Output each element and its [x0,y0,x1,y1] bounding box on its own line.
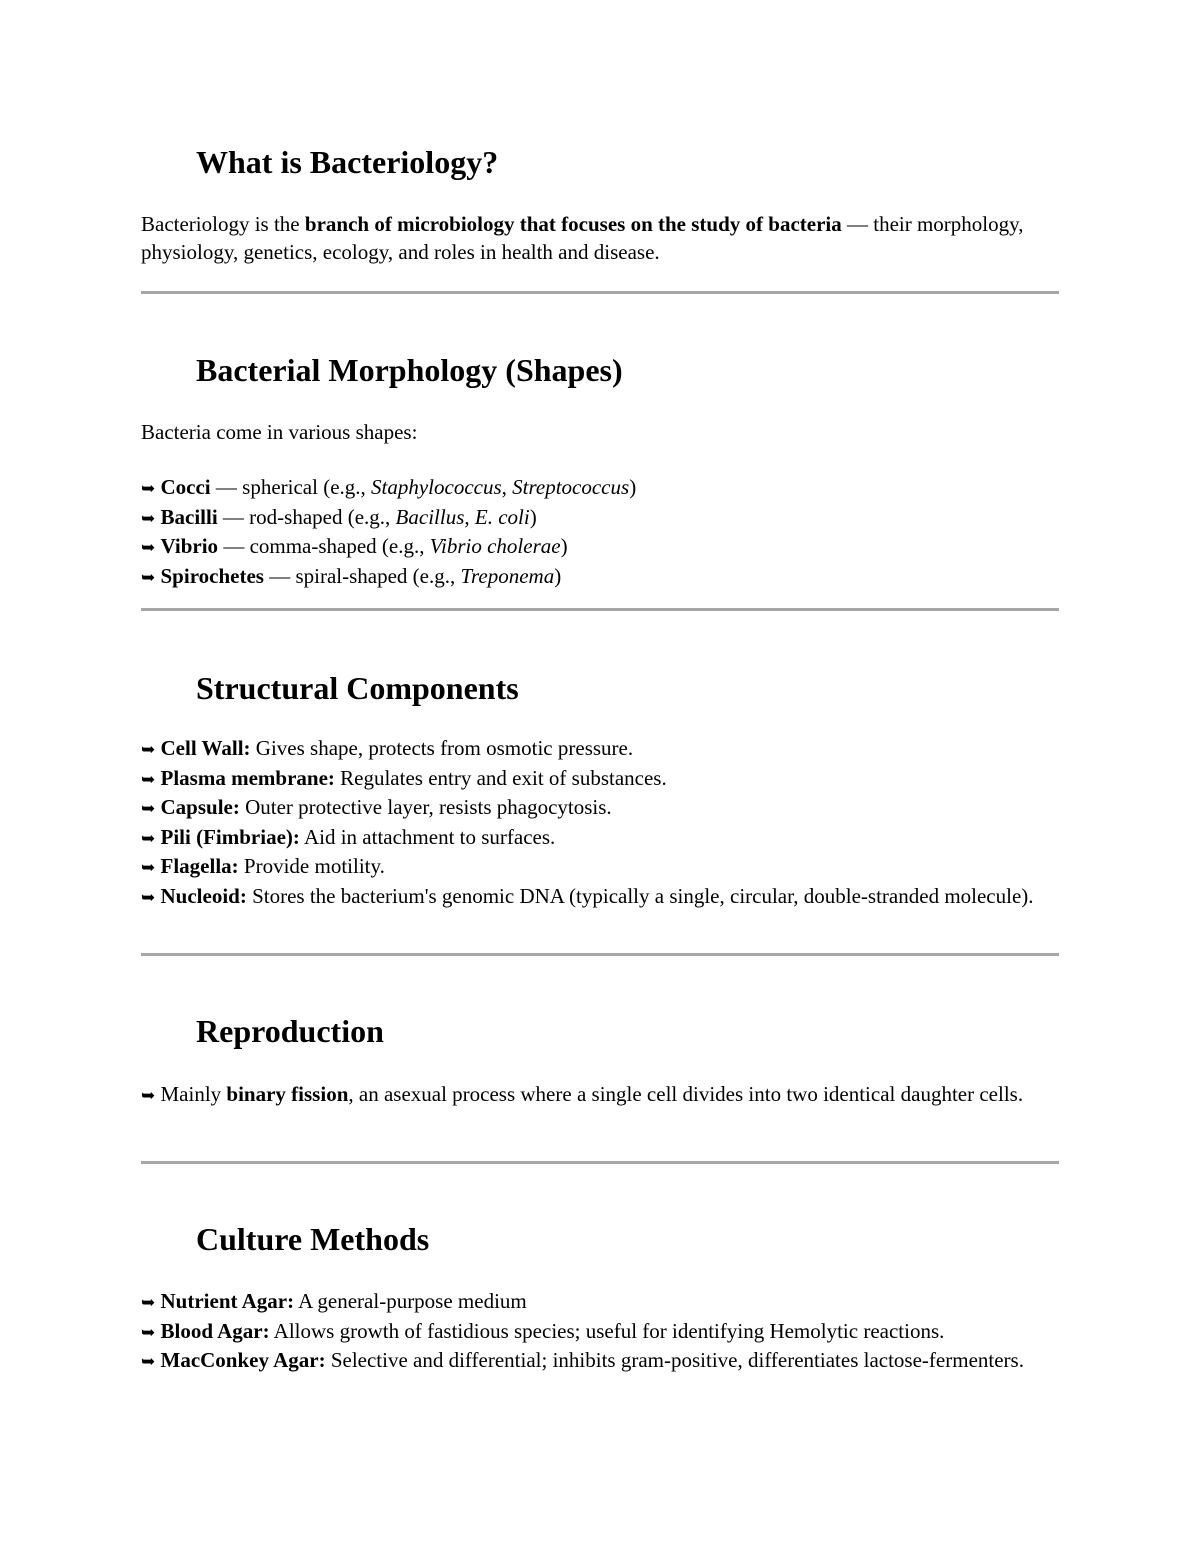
arrow-bullet-icon: ➥ [141,799,156,819]
list-item: ➥ Flagella: Provide motility. [141,854,385,878]
arrow-bullet-icon: ➥ [141,479,156,499]
heading-what-is-bacteriology: What is Bacteriology? [196,144,499,180]
reproduction-paragraph: ➥ Mainly binary fission, an asexual process where a single cell divides into two identical daughter cells. [141,1082,1024,1106]
morphology-list [141,474,1061,592]
section-divider [141,1161,1059,1164]
arrow-bullet-icon: ➥ [141,1322,156,1343]
list-item: ➥ Bacilli — rod-shaped (e.g., Bacillus, E. coli) [141,504,537,529]
section-divider [141,608,1059,611]
arrow-bullet-icon: ➥ [141,1352,156,1372]
heading-culture-methods: Culture Methods [196,1221,430,1257]
section-divider [141,953,1059,956]
intro-paragraph: Bacteriology is the branch of microbiology that focuses on the study of bacteria — their morphology, physiology, genetics, ecology, and roles in health and disease. [141,212,1024,264]
list-item: ➥ Spirochetes — spiral-shaped (e.g., Treponema) [141,563,562,588]
arrow-bullet-icon: ➥ [141,1086,156,1106]
structural-list [141,735,1061,912]
section-divider [141,291,1059,294]
arrow-bullet-icon: ➥ [141,1293,156,1313]
list-item: ➥ Pili (Fimbriae): Aid in attachment to surfaces. [141,824,556,849]
arrow-bullet-icon: ➥ [141,887,156,908]
list-item: ➥ Nutrient Agar: A general-purpose medium [141,1289,527,1313]
list-item: ➥ Vibrio — comma-shaped (e.g., Vibrio cholerae) [141,534,568,558]
arrow-bullet-icon: ➥ [141,538,156,558]
heading-reproduction: Reproduction [196,1013,384,1049]
morphology-intro: Bacteria come in various shapes: [141,420,418,444]
arrow-bullet-icon: ➥ [141,858,156,878]
heading-structural-components: Structural Components [196,670,519,706]
heading-bacterial-morphology: Bacterial Morphology (Shapes) [196,352,623,388]
list-item: ➥ Blood Agar: Allows growth of fastidious species; useful for identifying Hemolytic reactions. [141,1318,945,1343]
culture-list [141,1288,1061,1377]
list-item: ➥ MacConkey Agar: Selective and differential; inhibits gram-positive, differentiates lactose-fermenters. [141,1348,1024,1372]
list-item: ➥ Plasma membrane: Regulates entry and exit of substances. [141,765,667,790]
arrow-bullet-icon: ➥ [141,828,156,849]
arrow-bullet-icon: ➥ [141,567,156,588]
list-item: ➥ Capsule: Outer protective layer, resists phagocytosis. [141,795,612,819]
arrow-bullet-icon: ➥ [141,508,156,529]
arrow-bullet-icon: ➥ [141,769,156,790]
list-item: ➥ Nucleoid: Stores the bacterium's genomic DNA (typically a single, circular, double-stranded molecule). [141,883,1034,908]
list-item: ➥ Cocci — spherical (e.g., Staphylococcus, Streptococcus) [141,475,637,499]
list-item: ➥ Cell Wall: Gives shape, protects from osmotic pressure. [141,736,634,760]
arrow-bullet-icon: ➥ [141,740,156,760]
